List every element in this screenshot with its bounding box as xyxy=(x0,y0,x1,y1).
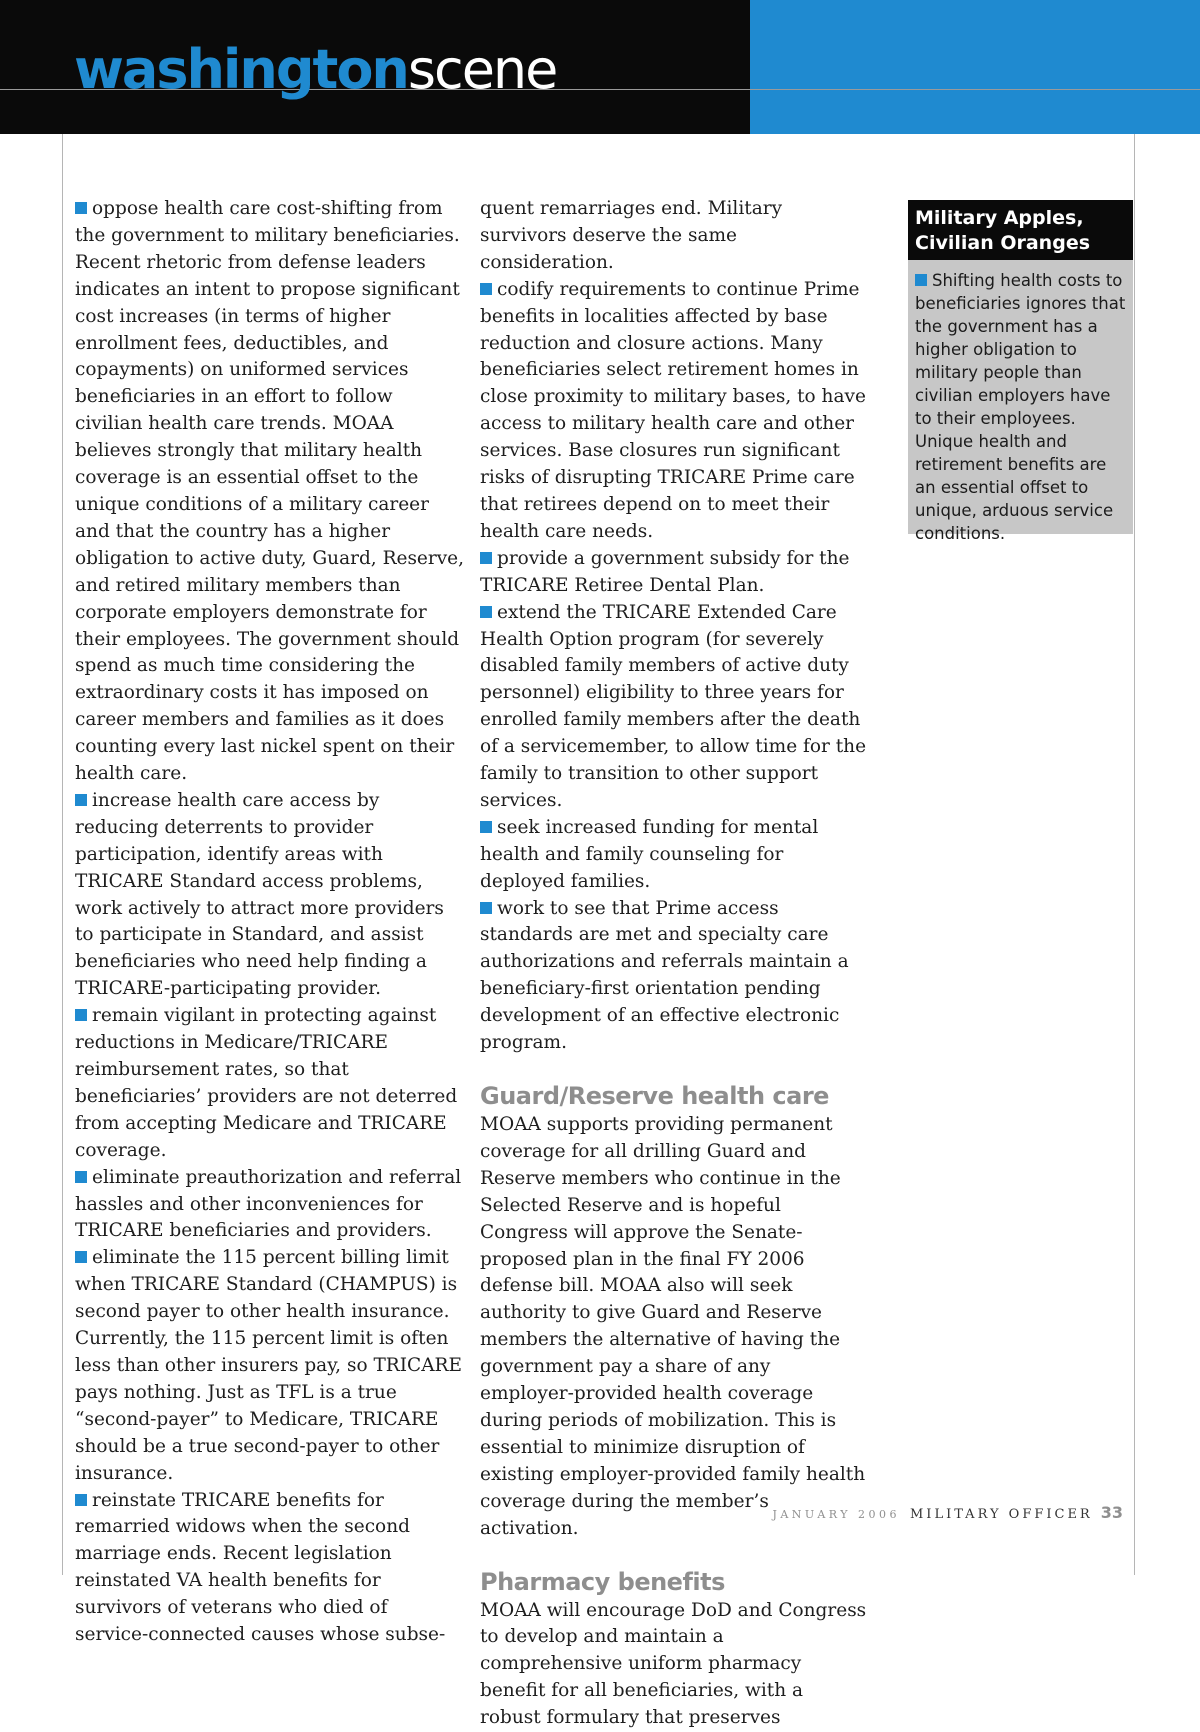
right-margin-rule xyxy=(1134,134,1135,1575)
masthead-brand-b: scene xyxy=(408,38,557,101)
paragraph-text: quent remarriages end. Military survivors deserve the same consideration. xyxy=(480,198,782,273)
paragraph xyxy=(480,196,868,277)
paragraph-text: oppose health care cost-shifting from the government to military beneficiaries. Recent rhetoric from defense leaders indicates an intent to propose significant cost increases (in terms of higher enrollment fees, deductibles, and copayments) on uniformed services beneficiaries in an effort to follow civilian health care trends. MOAA believes strongly that military health coverage is an essential offset to the unique conditions of a military career and that the country has a higher obligation to active duty, Guard, Reserve, and retired military members than corporate employers demonstrate for their employees. The government should spend as much time considering the extraordinary costs it has imposed on career members and families as it does counting every last nickel spent on their health care. xyxy=(75,198,464,784)
bullet-square-icon xyxy=(480,821,492,833)
bullet-square-icon xyxy=(480,902,492,914)
bullet-square-icon xyxy=(75,1251,87,1263)
bullet-square-icon xyxy=(75,1171,87,1183)
masthead-brand-a: washington xyxy=(74,38,408,101)
paragraph-text: remain vigilant in protecting against reductions in Medicare/TRICARE reimbursement rates, so that beneficiaries’ providers are not deterred from accepting Medicare and TRICARE coverage. xyxy=(75,1005,457,1161)
paragraph xyxy=(480,600,868,815)
paragraph-text: extend the TRICARE Extended Care Health Option program (for severely disabled family members of active duty personnel) eligibility to three years for enrolled family members after the death of a servicemember, to allow time for the family to transition to other support services. xyxy=(480,602,866,811)
bullet-square-icon xyxy=(480,606,492,618)
paragraph xyxy=(480,815,868,896)
paragraph xyxy=(480,277,868,546)
paragraph xyxy=(75,1165,465,1246)
guard-reserve-text: MOAA supports providing permanent coverage for all drilling Guard and Reserve members who continue in the Selected Reserve and is hopeful Congress will approve the Senate-proposed plan in the final FY 2006 defense bill. MOAA also will seek authority to give Guard and Reserve members the alternative of having the government pay a share of any employer-provided health coverage during periods of mobilization. This is essential to minimize disruption of existing employer-provided family health coverage during the member’s activation. xyxy=(480,1112,868,1543)
bullet-square-icon xyxy=(480,283,492,295)
article-column-2 xyxy=(480,196,868,1732)
pharmacy-text: MOAA will encourage DoD and Congress to develop and maintain a comprehensive uniform pharmacy benefit for all beneficiaries, with a robust formulary that preserves xyxy=(480,1598,868,1732)
paragraph xyxy=(75,788,465,1003)
bullet-square-icon xyxy=(480,552,492,564)
sidebar-box xyxy=(908,200,1133,534)
page-number: 33 xyxy=(1101,1503,1123,1522)
paragraph-text: provide a government subsidy for the TRICARE Retiree Dental Plan. xyxy=(480,548,849,596)
paragraph xyxy=(75,1003,465,1164)
paragraph-text: reinstate TRICARE benefits for remarried widows when the second marriage ends. Recent legislation reinstated VA health benefits for survivors of veterans who died of service-connected causes whose subse- xyxy=(75,1490,445,1646)
bullet-square-icon xyxy=(75,1009,87,1021)
article-column-1 xyxy=(75,196,465,1649)
paragraph xyxy=(75,196,465,788)
paragraph-text: eliminate preauthorization and referral hassles and other inconveniences for TRICARE beneficiaries and providers. xyxy=(75,1167,461,1242)
sidebar-body xyxy=(908,260,1133,545)
sidebar-text: Shifting health costs to beneficiaries ignores that the government has a higher obligation to military people than civilian employers have to their employees. Unique health and retirement benefits are an essential offset to unique, arduous service conditions. xyxy=(915,271,1125,543)
paragraph-text: codify requirements to continue Prime benefits in localities affected by base reduction and closure actions. Many beneficiaries select retirement homes in close proximity to military bases, to have access to military health care and other services. Base closures run significant risks of disrupting TRICARE Prime care that retirees depend on to meet their health care needs. xyxy=(480,279,866,542)
paragraph-text: increase health care access by reducing deterrents to provider participation, identify areas with TRICARE Standard access problems, work actively to attract more providers to participate in Standard, and assist beneficiaries who need help finding a TRICARE-participating provider. xyxy=(75,790,444,999)
paragraph xyxy=(480,546,868,600)
page-footer xyxy=(0,1503,1123,1522)
sidebar-title: Military Apples, Civilian Oranges xyxy=(908,200,1133,260)
paragraph-text: work to see that Prime access standards are met and specialty care authorizations and referrals maintain a beneficiary-first orientation pending development of an effective electronic program. xyxy=(480,898,849,1054)
bullet-square-icon xyxy=(75,794,87,806)
pharmacy-heading: Pharmacy benefits xyxy=(480,1566,868,1598)
left-margin-rule xyxy=(62,134,63,1575)
footer-month: JANUARY 2006 xyxy=(772,1508,900,1521)
bullet-square-icon xyxy=(915,274,927,286)
header-blue-band xyxy=(750,0,1200,134)
paragraph xyxy=(480,896,868,1057)
bullet-square-icon xyxy=(75,202,87,214)
footer-magazine: MILITARY OFFICER xyxy=(910,1507,1093,1522)
paragraph-text: eliminate the 115 percent billing limit when TRICARE Standard (CHAMPUS) is second payer to other health insurance. Currently, the 115 percent limit is often less than other insurers pay, so TRICARE pays nothing. Just as TFL is a true “second-payer” to Medicare, TRICARE should be a true second-payer to other insurance. xyxy=(75,1247,462,1483)
guard-reserve-heading: Guard/Reserve health care xyxy=(480,1080,868,1112)
paragraph xyxy=(75,1245,465,1487)
paragraph-text: seek increased funding for mental health and family counseling for deployed families. xyxy=(480,817,818,892)
masthead xyxy=(74,30,556,110)
